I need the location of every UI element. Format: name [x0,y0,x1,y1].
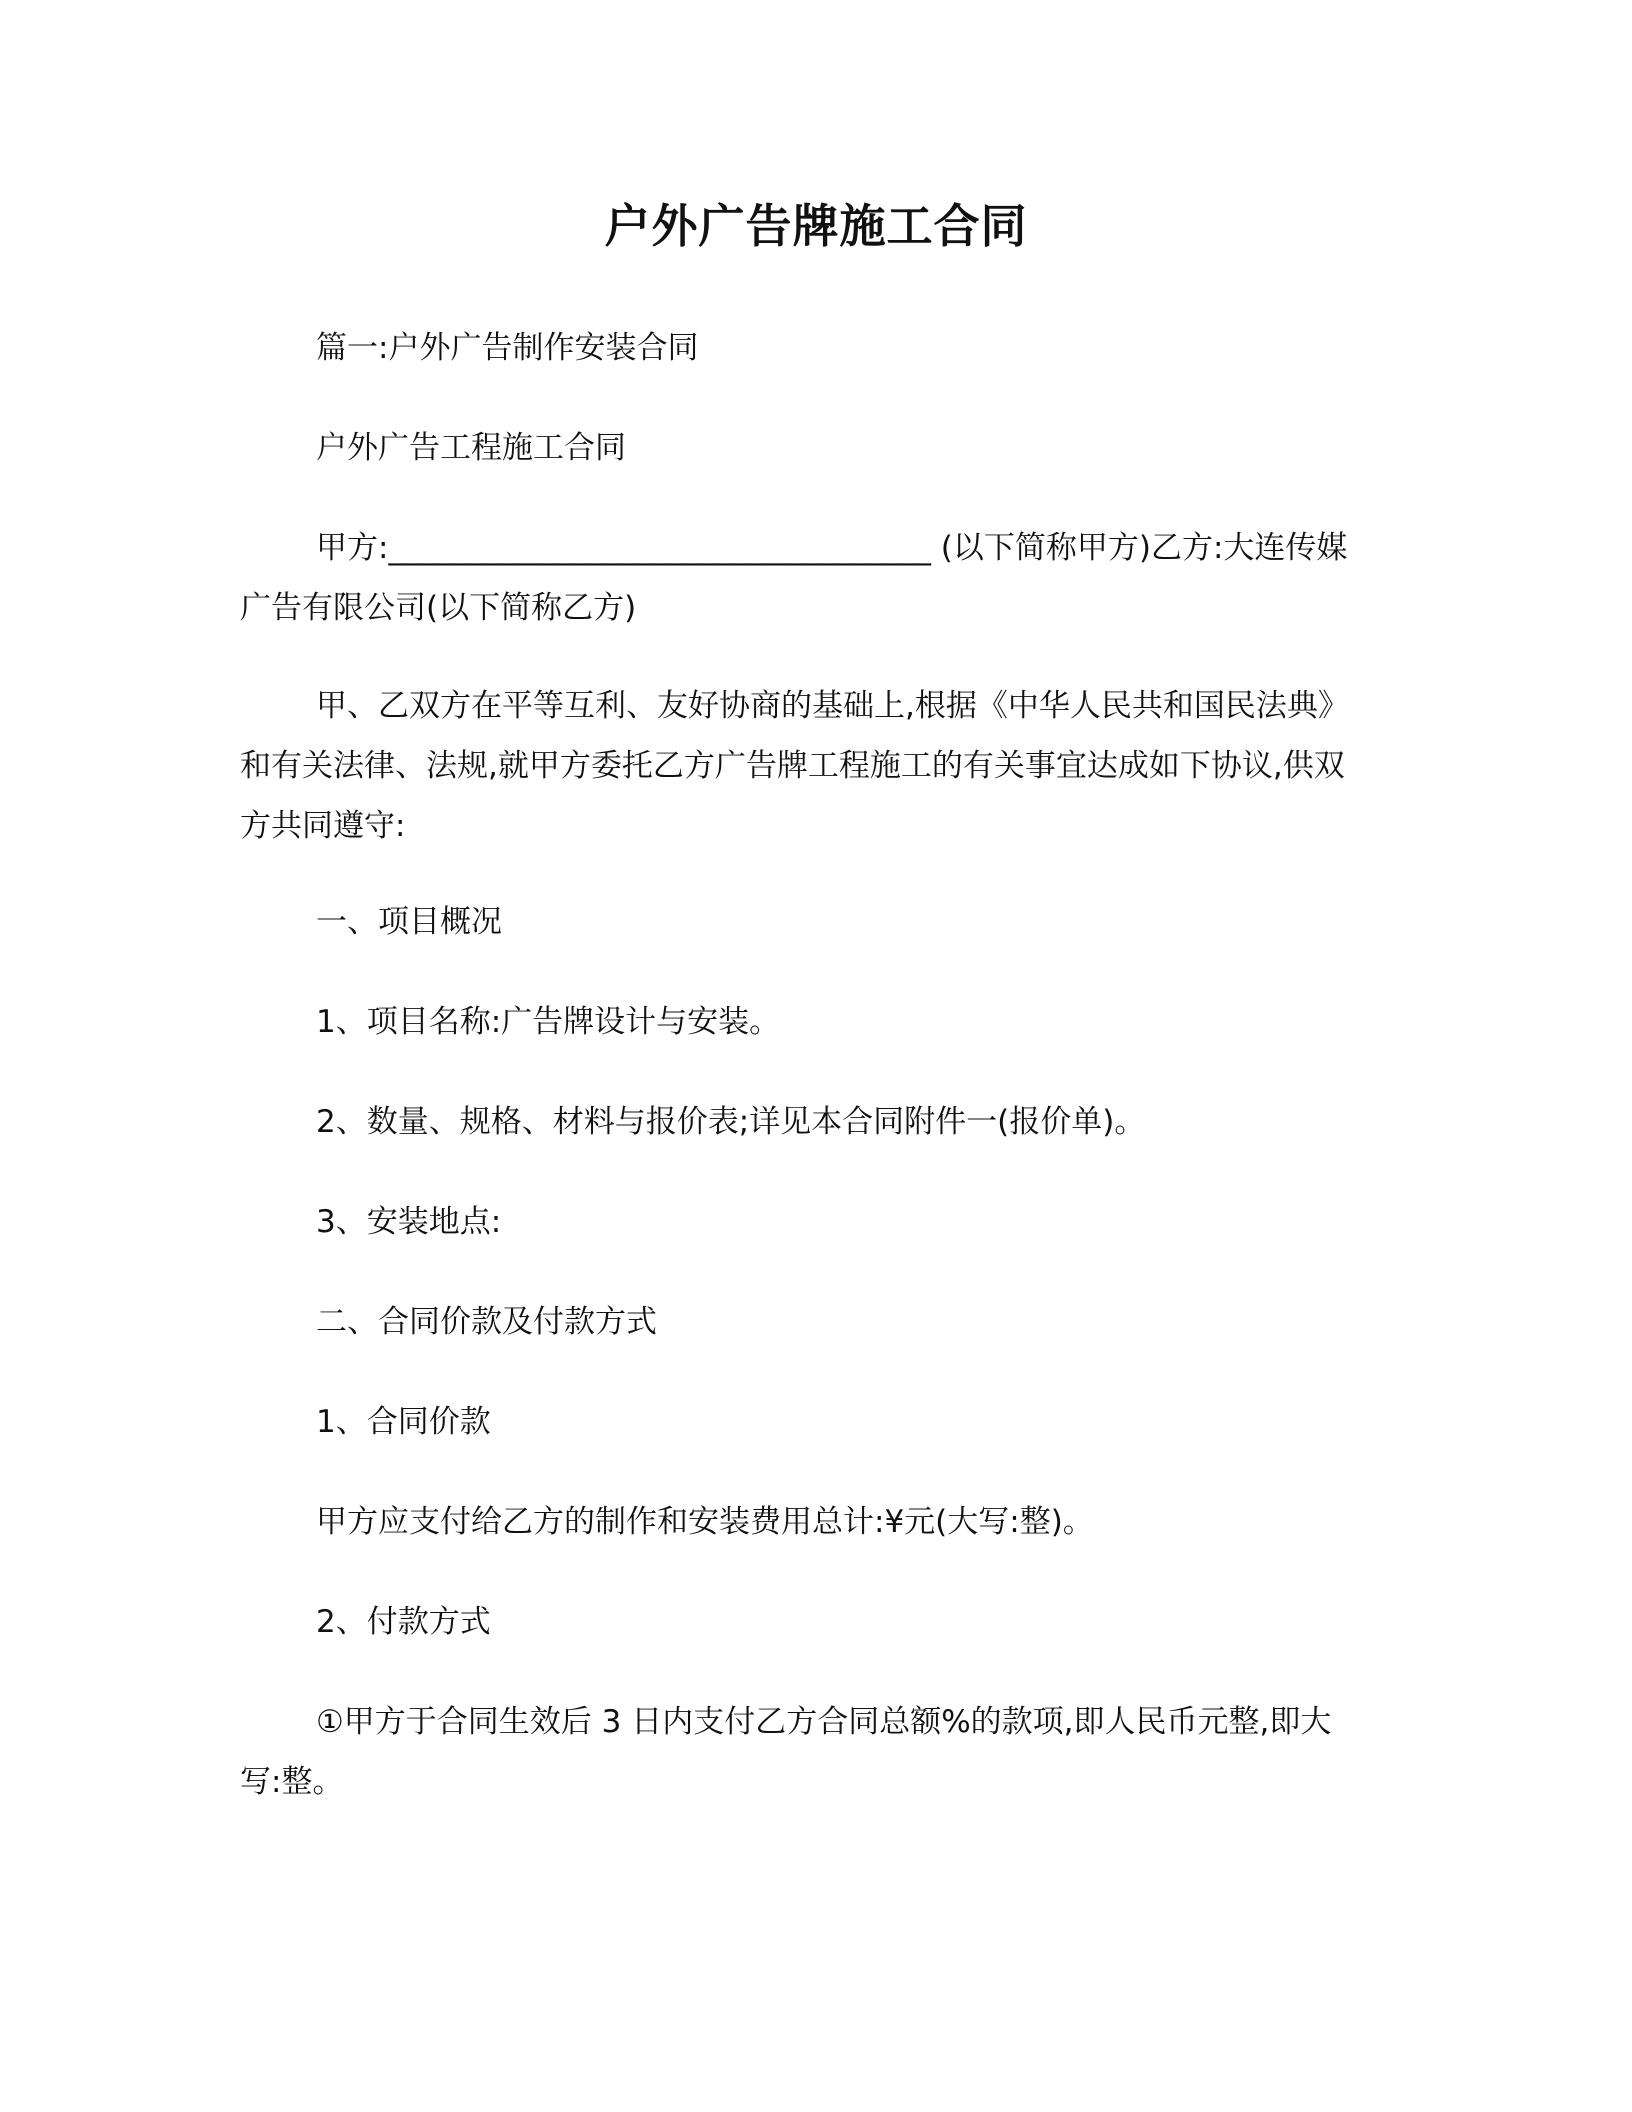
clause-heading-price: 二、合同价款及付款方式 [316,1304,657,1340]
clause-install-location: 3、安装地点: [316,1204,502,1240]
clause-project-name: 1、项目名称:广告牌设计与安装。 [316,1004,781,1040]
contract-subtitle: 户外广告工程施工合同 [316,430,626,466]
clause-heading-project: 一、项目概况 [316,904,502,940]
section-heading: 篇一:户外广告制作安装合同 [316,330,699,366]
clause-price-total: 甲方应支付给乙方的制作和安装费用总计:¥元(大写:整)。 [316,1504,1094,1540]
clause-payment-first: ①甲方于合同生效后 3 日内支付乙方合同总额%的款项,即人民币元整,即大写:整。 [240,1704,1332,1800]
clause-payment-method: 2、付款方式 [316,1604,491,1640]
clause-contract-price: 1、合同价款 [316,1404,491,1440]
document-title: 户外广告牌施工合同 [604,199,1028,253]
parties-paragraph: 甲方:___________________________________ (以下简称甲方)乙方:大连传媒广告有限公司(以下简称乙方) [240,530,1348,626]
preamble-paragraph: 甲、乙双方在平等互利、友好协商的基础上,根据《中华人民共和国民法典》和有关法律、法规,就甲方委托乙方广告牌工程施工的有关事宜达成如下协议,供双方共同遵守: [240,688,1349,844]
clause-quantity-spec: 2、数量、规格、材料与报价表;详见本合同附件一(报价单)。 [316,1104,1146,1140]
